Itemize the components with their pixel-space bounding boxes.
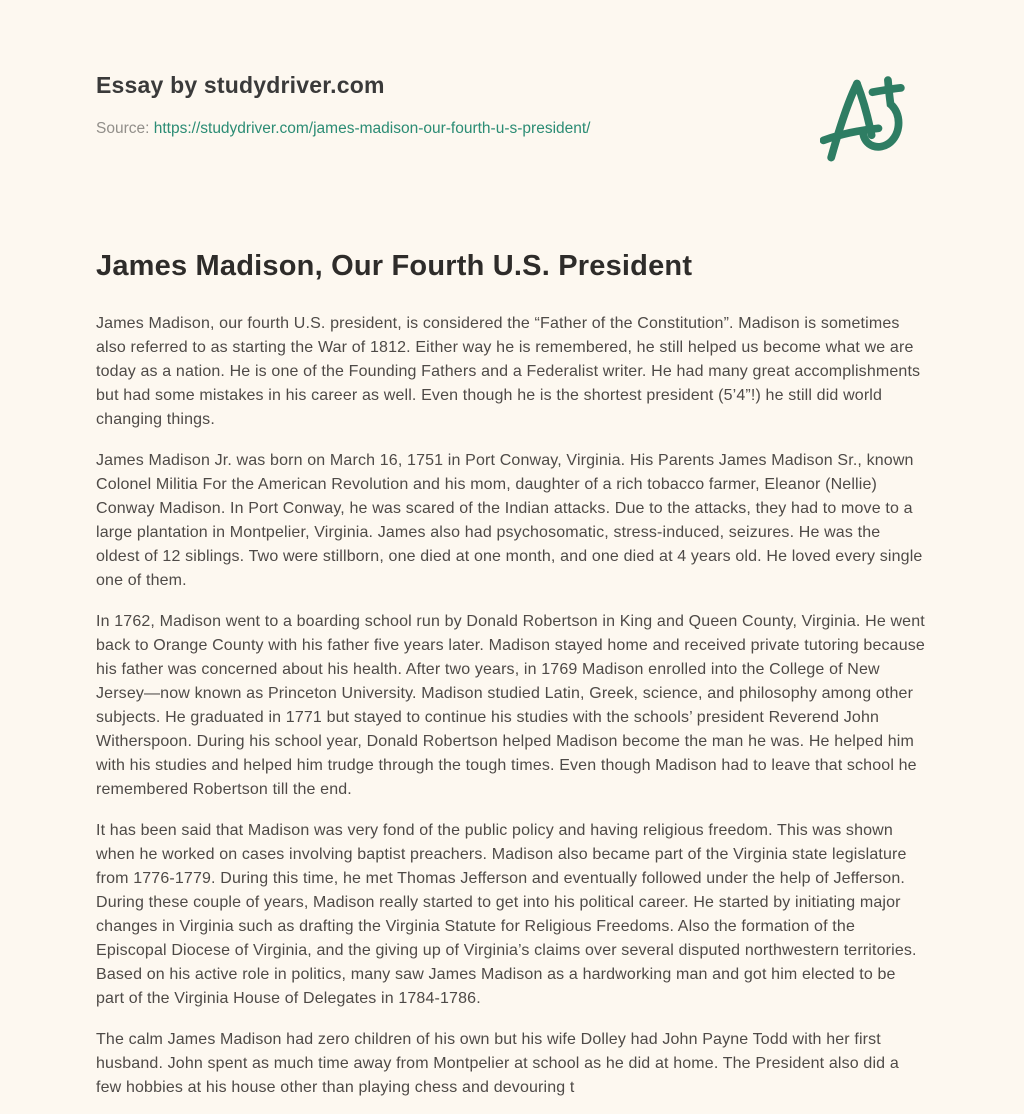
essay-paragraph: James Madison Jr. was born on March 16, 1751 in Port Conway, Virginia. His Parents James Madison Sr., known Colonel Militia For the American Revolution and his mom, daughter of a rich tobacco farmer, Eleanor (Nellie) Conway Madison. In Port Conway, he was scared of the Indian attacks. Due to the attacks, they had to move to a large plantation in Montpelier, Virginia. James also had psychosomatic, stress-induced, seizures. He was the oldest of 12 siblings. Two were stillborn, one died at one month, and one died at 4 years old. He loved every single one of them. [96, 452, 923, 589]
source-line [96, 120, 928, 138]
essay-body [96, 312, 928, 1100]
source-link[interactable]: https://studydriver.com/james-madison-our-fourth-u-s-president/ [153, 120, 591, 137]
page-title: James Madison, Our Fourth U.S. President [96, 250, 693, 282]
essay-paragraph: It has been said that Madison was very fond of the public policy and having religious freedom. This was shown when he worked on cases involving baptist preachers. Madison also became part of the Virginia state legislature from 1776-1779. During this time, he met Thomas Jefferson and eventually followed under the help of Jefferson. During these couple of years, Madison really started to get into his political career. He started by initiating major changes in Virginia such as drafting the Virginia Statute for Religious Freedoms. Also the formation of the Episcopal Diocese of Virginia, and the giving up of Virginia’s claims over several disputed northwestern territories. Based on his active role in politics, many saw James Madison as a hardworking man and got him elected to be part of the Virginia House of Delegates in 1784-1786. [96, 822, 917, 1007]
document-header [96, 72, 928, 138]
essay-paragraph: In 1762, Madison went to a boarding school run by Donald Robertson in King and Queen County, Virginia. He went back to Orange County with his father five years later. Madison stayed home and received private tutoring because his father was concerned about his health. After two years, in 1769 Madison enrolled into the College of New Jersey—now known as Princeton University. Madison studied Latin, Greek, science, and philosophy among other subjects. He graduated in 1771 but stayed to continue his studies with the schools’ president Reverend John Witherspoon. During his school year, Donald Robertson helped Madison become the man he was. He helped him with his studies and helped him trudge through the tough times. Even though Madison had to leave that school he remembered Robertson till the end. [96, 613, 925, 798]
site-heading: Essay by studydriver.com [96, 72, 385, 98]
essay-paragraph: James Madison, our fourth U.S. president, is considered the “Father of the Constitution”. Madison is sometimes also referred to as starting the War of 1812. Either way he is remembered, he still helped us become what we are today as a nation. He is one of the Founding Fathers and a Federalist writer. He had many great accomplishments but had some mistakes in his career as well. Even though he is the shortest president (5’4”!) he still did world changing things. [96, 315, 921, 428]
source-label: Source: [96, 120, 150, 137]
essay-paragraph: The calm James Madison had zero children of his own but his wife Dolley had John Payne Todd with her first husband. John spent as much time away from Montpelier at school as he did at home. The President also did a few hobbies at his house other than playing chess and devouring t [96, 1031, 899, 1096]
a-plus-logo-icon [820, 72, 906, 164]
